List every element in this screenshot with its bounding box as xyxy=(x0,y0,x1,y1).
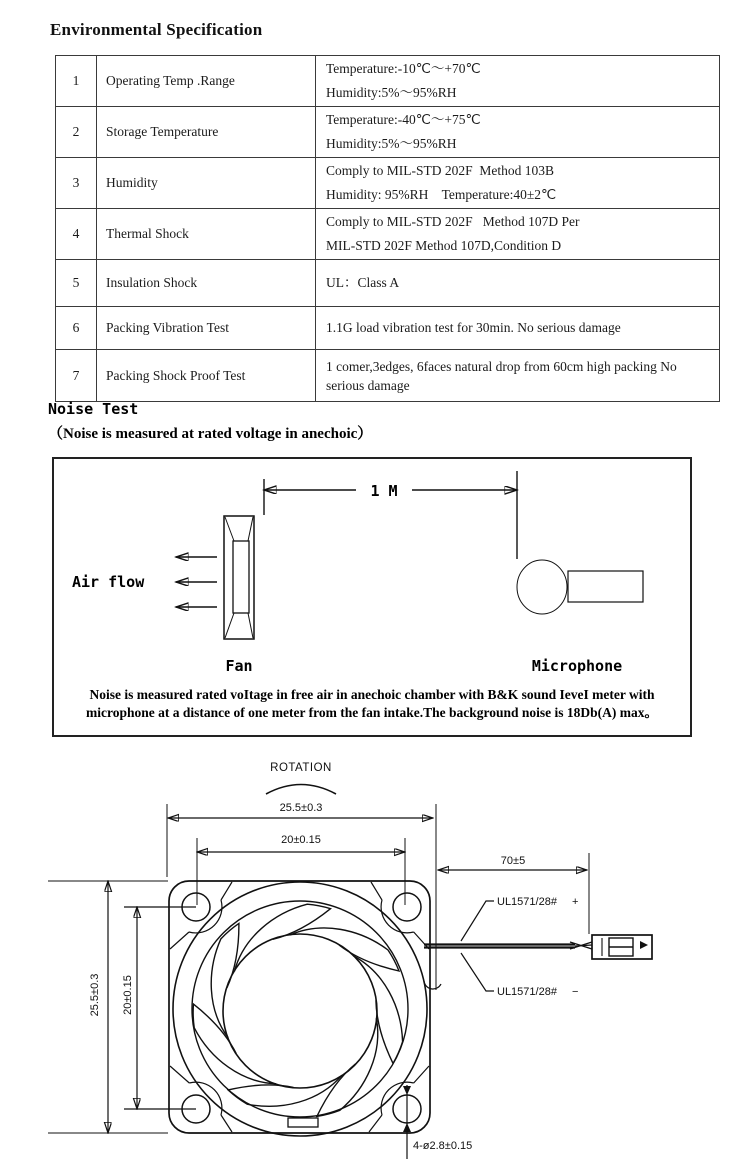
row-number: 7 xyxy=(56,350,97,402)
noise-test-diagram xyxy=(52,457,692,737)
airflow-label: Air flow xyxy=(72,573,145,591)
mounting-hole xyxy=(393,893,421,921)
wire-positive-sign: + xyxy=(572,896,579,908)
table-row xyxy=(56,350,720,402)
row-value xyxy=(316,107,720,158)
noise-note-line1: Noise is measured rated voItage in free air in anechoic chamber with B&K sound IeveI meter with xyxy=(89,687,655,702)
airflow-arrows xyxy=(176,557,217,607)
row-number: 2 xyxy=(56,107,97,158)
connector-key-arrow xyxy=(640,941,648,949)
value-line: MIL-STD 202F Method 107D,Condition D xyxy=(326,238,562,253)
value-line: 1 comer,3edges, 6faces natural drop from 60cm high packing No serious damage xyxy=(326,358,677,393)
fan-body xyxy=(169,881,441,1136)
distance-label: 1 M xyxy=(370,482,398,500)
row-item: Storage Temperature xyxy=(97,107,316,158)
value-line: Humidity: 95%RH Temperature:40±2℃ xyxy=(326,187,557,202)
row-value xyxy=(316,260,720,307)
row-item: Packing Shock Proof Test xyxy=(97,350,316,402)
cable-exit-notch xyxy=(288,1118,318,1127)
noise-test-heading: Noise Test xyxy=(48,400,139,418)
table-row xyxy=(56,209,720,260)
row-number: 5 xyxy=(56,260,97,307)
row-number: 4 xyxy=(56,209,97,260)
dim-height-holes-label: 20±0.15 xyxy=(122,975,134,1015)
lead-wires xyxy=(424,942,592,949)
value-line: 1.1G load vibration test for 30min. No serious damage xyxy=(326,320,621,335)
row-item: Packing Vibration Test xyxy=(97,307,316,350)
row-value xyxy=(316,350,720,402)
table-row xyxy=(56,260,720,307)
row-number: 1 xyxy=(56,56,97,107)
page-title: Environmental Specification xyxy=(50,20,263,39)
connector xyxy=(592,935,652,959)
fan-symbol xyxy=(224,516,254,639)
value-line: Humidity:5%～95%RH xyxy=(326,136,457,151)
wire-negative-sign: − xyxy=(572,986,579,998)
dim-mount-holes-label: 4-ø2.8±0.15 xyxy=(413,1140,473,1152)
value-line: Humidity:5%～95%RH xyxy=(326,85,457,100)
dim-width-holes-label: 20±0.15 xyxy=(281,834,321,846)
value-line: Comply to MIL-STD 202F Method 103B xyxy=(326,163,555,178)
leader-line xyxy=(461,953,494,991)
fan-dimension-drawing xyxy=(0,745,740,1159)
table-row xyxy=(56,158,720,209)
microphone-label: Microphone xyxy=(531,657,623,675)
rotation-arc xyxy=(266,785,336,795)
microphone-symbol xyxy=(517,560,643,614)
table-row xyxy=(56,307,720,350)
value-line: Temperature:-10℃～+70℃ xyxy=(326,61,481,76)
table-row xyxy=(56,107,720,158)
row-number: 3 xyxy=(56,158,97,209)
row-item: Humidity xyxy=(97,158,316,209)
environmental-spec-table xyxy=(55,55,720,402)
dim-width-outer-label: 25.5±0.3 xyxy=(279,802,323,814)
wire-positive-label: UL1571/28# xyxy=(497,896,557,908)
dim-lead-length-label: 70±5 xyxy=(500,855,526,867)
row-value xyxy=(316,209,720,260)
wire-negative-label: UL1571/28# xyxy=(497,986,557,998)
row-value xyxy=(316,56,720,107)
value-line: Temperature:-40℃～+75℃ xyxy=(326,112,481,127)
noise-diagram-svg xyxy=(54,459,690,735)
noise-test-subheading: （Noise is measured at rated voltage in anechoic） xyxy=(48,426,373,442)
row-item: Insulation Shock xyxy=(97,260,316,307)
rotation-label: ROTATION xyxy=(270,762,332,774)
value-line: UL：Class A xyxy=(326,275,400,290)
venturi-outer-circle xyxy=(173,882,427,1136)
strain-relief-arc xyxy=(424,981,441,989)
row-value xyxy=(316,307,720,350)
fan-label: Fan xyxy=(225,657,253,675)
leader-line xyxy=(461,901,494,941)
row-value xyxy=(316,158,720,209)
table-row xyxy=(56,56,720,107)
dim-height-outer-label: 25.5±0.3 xyxy=(89,973,101,1017)
row-number: 6 xyxy=(56,307,97,350)
noise-note-line2: microphone at a distance of one meter from the fan intake.The background noise is 18Db(A) max。 xyxy=(86,705,658,720)
row-item: Operating Temp .Range xyxy=(97,56,316,107)
value-line: Comply to MIL-STD 202F Method 107D Per xyxy=(326,214,580,229)
row-item: Thermal Shock xyxy=(97,209,316,260)
